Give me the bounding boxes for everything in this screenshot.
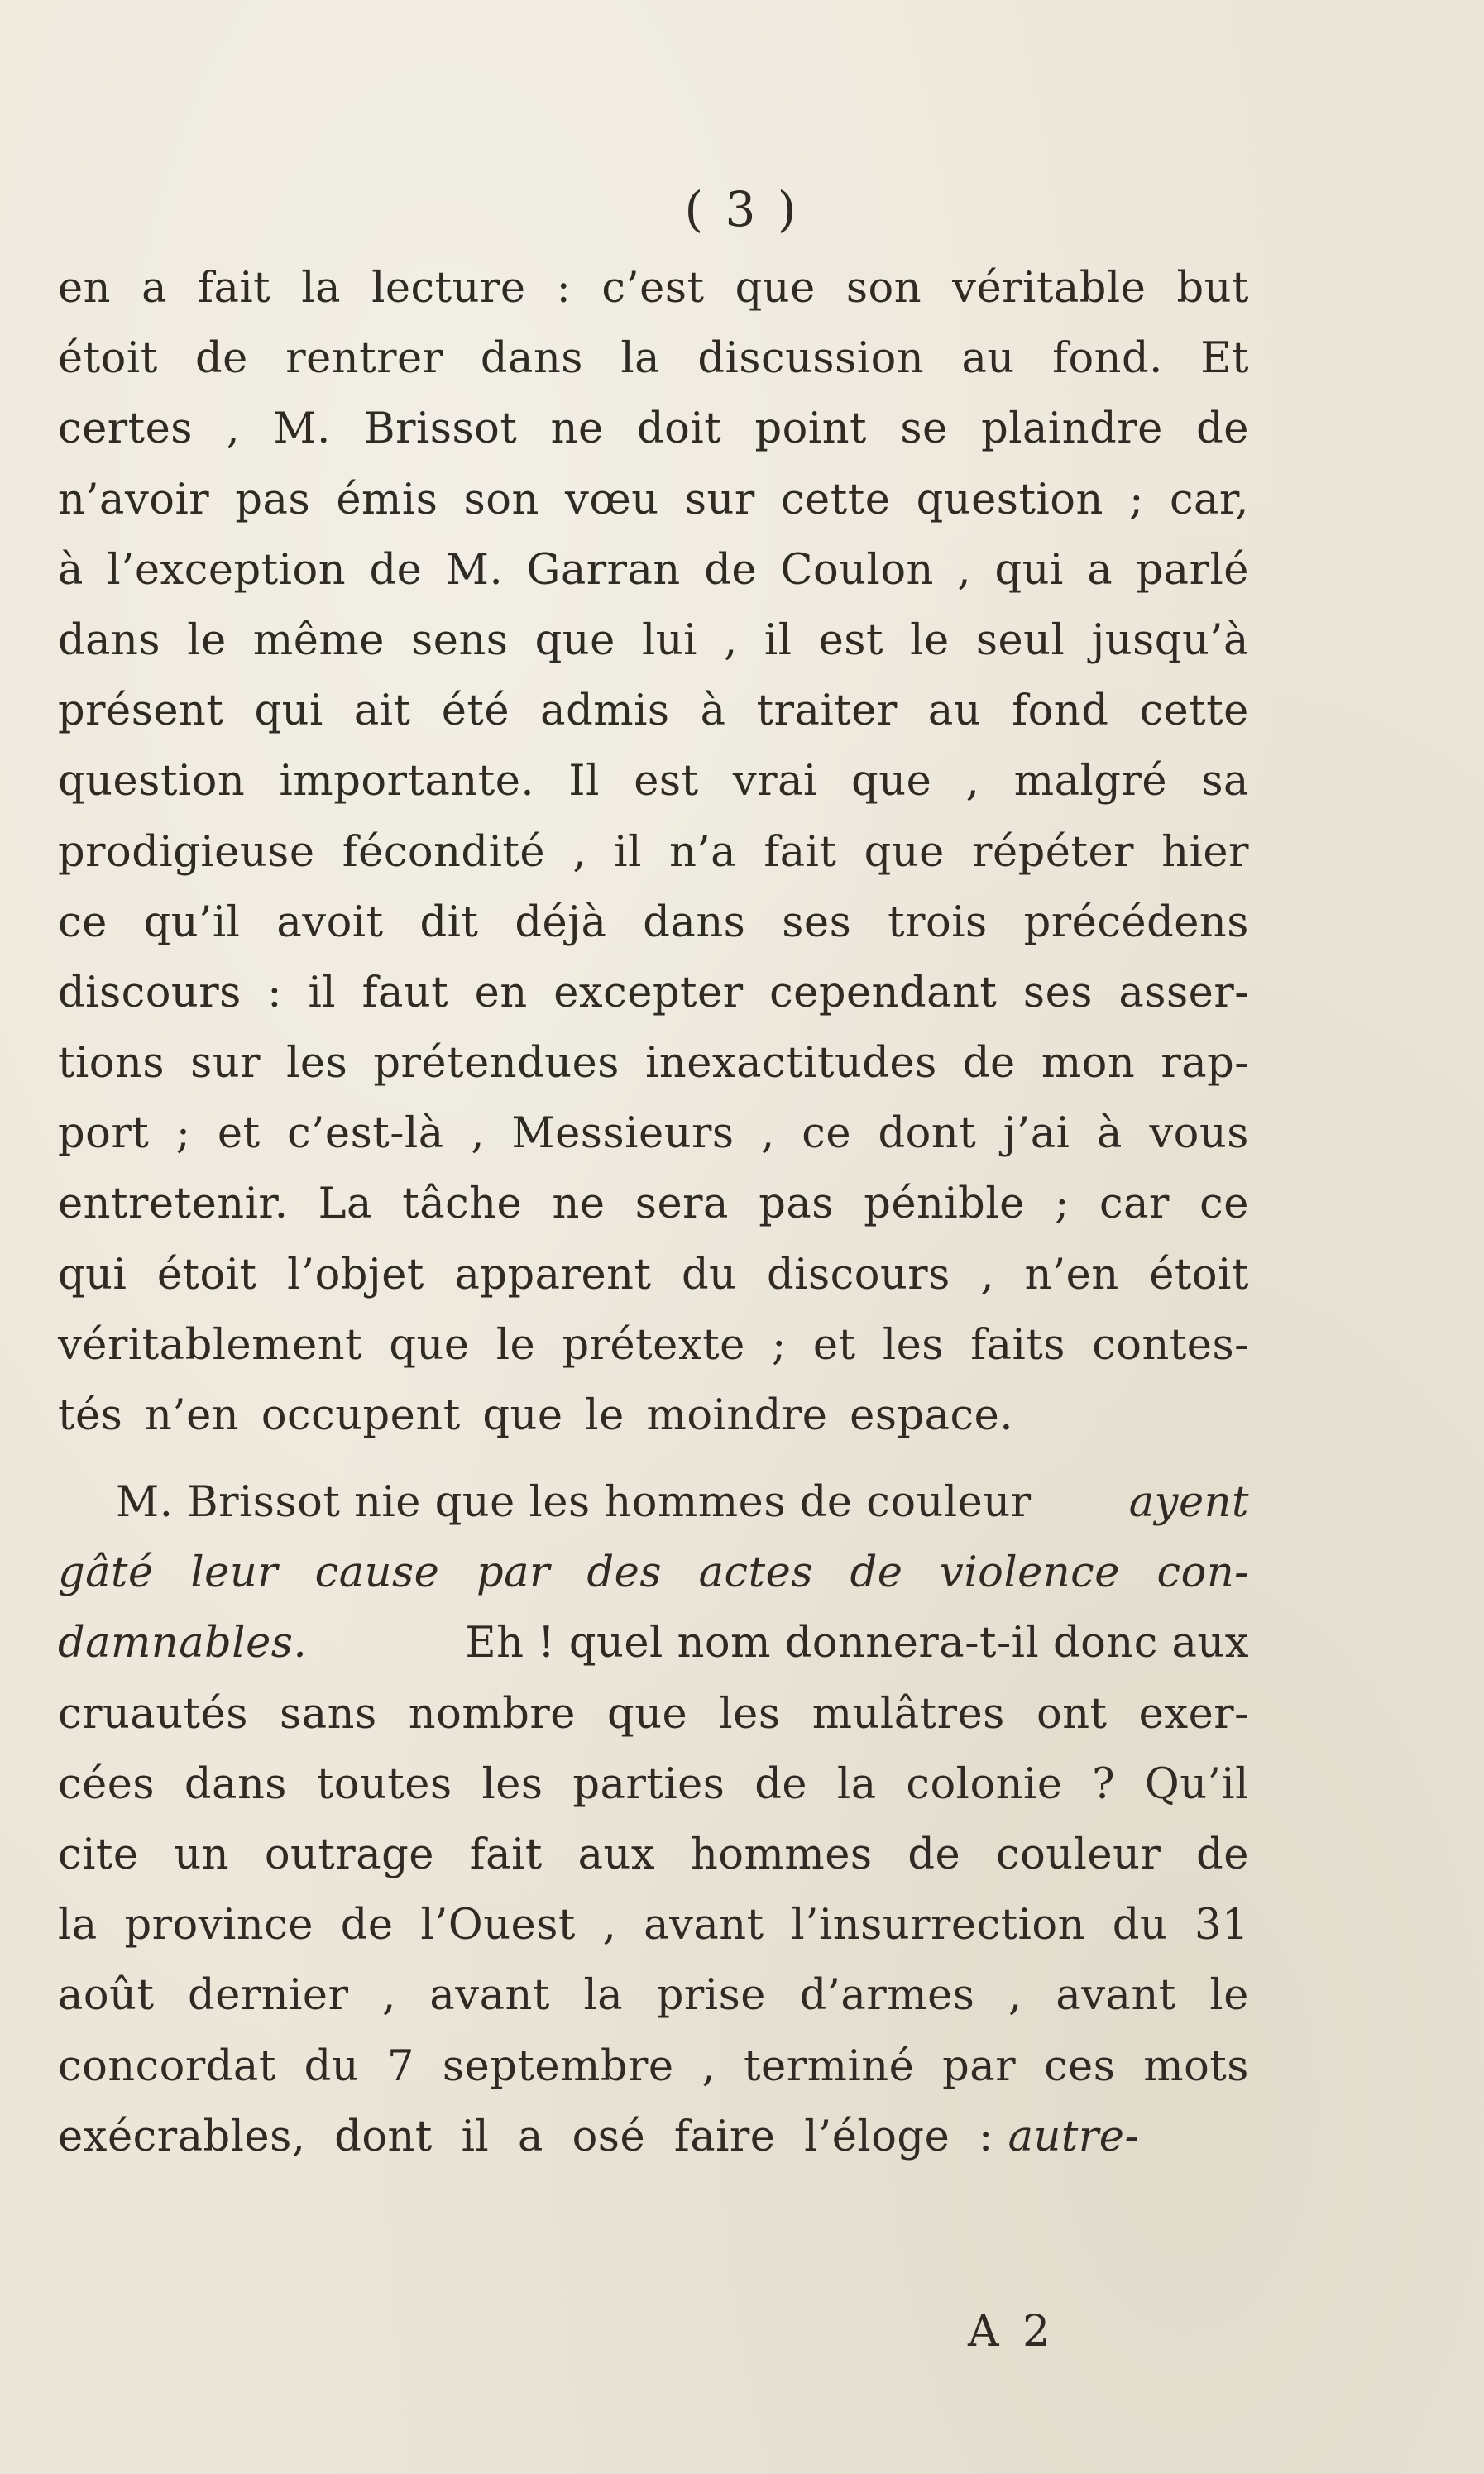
text-line <box>58 1608 1249 1678</box>
text-line: tés n’en occupent que le moindre espace. <box>58 1391 1014 1440</box>
text-line: la province de l’Ouest , avant l’insurrection du 31 <box>58 1901 1249 1950</box>
text-italic: gâté leur cause par des actes de violence con- <box>58 1548 1249 1598</box>
text-line <box>58 1467 1249 1538</box>
text-line: à l’exception de M. Garran de Coulon , qui a parlé <box>58 545 1249 595</box>
text-roman: Eh ! quel nom donnera-t-il donc aux <box>465 1619 1249 1668</box>
text-line: entretenir. La tâche ne sera pas pénible ; car ce <box>58 1180 1249 1229</box>
text-line: cruautés sans nombre que les mulâtres ont exer- <box>58 1689 1249 1739</box>
paragraph-2 <box>58 1467 1249 2172</box>
text-line <box>58 1538 1249 1608</box>
text-line: étoit de rentrer dans la discussion au fond. Et <box>58 334 1249 384</box>
text-line: n’avoir pas émis son vœu sur cette question ; car, <box>58 475 1249 524</box>
signature-mark: A 2 <box>968 2307 1056 2357</box>
text-line: qui étoit l’objet apparent du discours , n’en étoit <box>58 1250 1249 1299</box>
text-line: ce qu’il avoit dit déjà dans ses trois précédens <box>58 897 1249 947</box>
text-line: certes , M. Brissot ne doit point se plaindre de <box>58 404 1249 454</box>
text-line: port ; et c’est-là , Messieurs , ce dont j’ai à vous <box>58 1109 1249 1159</box>
text-line: cite un outrage fait aux hommes de couleur de <box>58 1830 1249 1879</box>
text-line <box>58 2102 1249 2172</box>
page-number: ( 3 ) <box>684 181 800 237</box>
text-line: question importante. Il est vrai que , malgré sa <box>58 757 1249 806</box>
text-line: cées dans toutes les parties de la colonie ? Qu’il <box>58 1759 1249 1809</box>
text-italic: ayent <box>1128 1478 1249 1527</box>
text-line: présent qui ait été admis à traiter au fond cette <box>58 687 1249 736</box>
text-line: en a fait la lecture : c’est que son véritable but <box>58 264 1249 313</box>
text-roman: exécrables, dont il a osé faire l’éloge : <box>58 2112 993 2161</box>
text-line: discours : il faut en excepter cependant ses asser- <box>58 968 1249 1017</box>
text-line: concordat du 7 septembre , terminé par ces mots <box>58 2041 1249 2091</box>
text-italic: damnables. <box>58 1619 308 1668</box>
text-line: tions sur les prétendues inexactitudes de mon rap- <box>58 1039 1249 1089</box>
text-roman: M. Brissot nie que les hommes de couleur <box>116 1478 1032 1527</box>
text-line: dans le même sens que lui , il est le seul jusqu’à <box>58 615 1249 665</box>
text-line: prodigieuse fécondité , il n’a fait que répéter hier <box>58 827 1249 877</box>
text-italic: autre- <box>1008 2112 1140 2161</box>
paragraph-1 <box>58 253 1249 1451</box>
text-line: véritablement que le prétexte ; et les faits contes- <box>58 1320 1249 1370</box>
text-line: août dernier , avant la prise d’armes , avant le <box>58 1971 1249 2021</box>
